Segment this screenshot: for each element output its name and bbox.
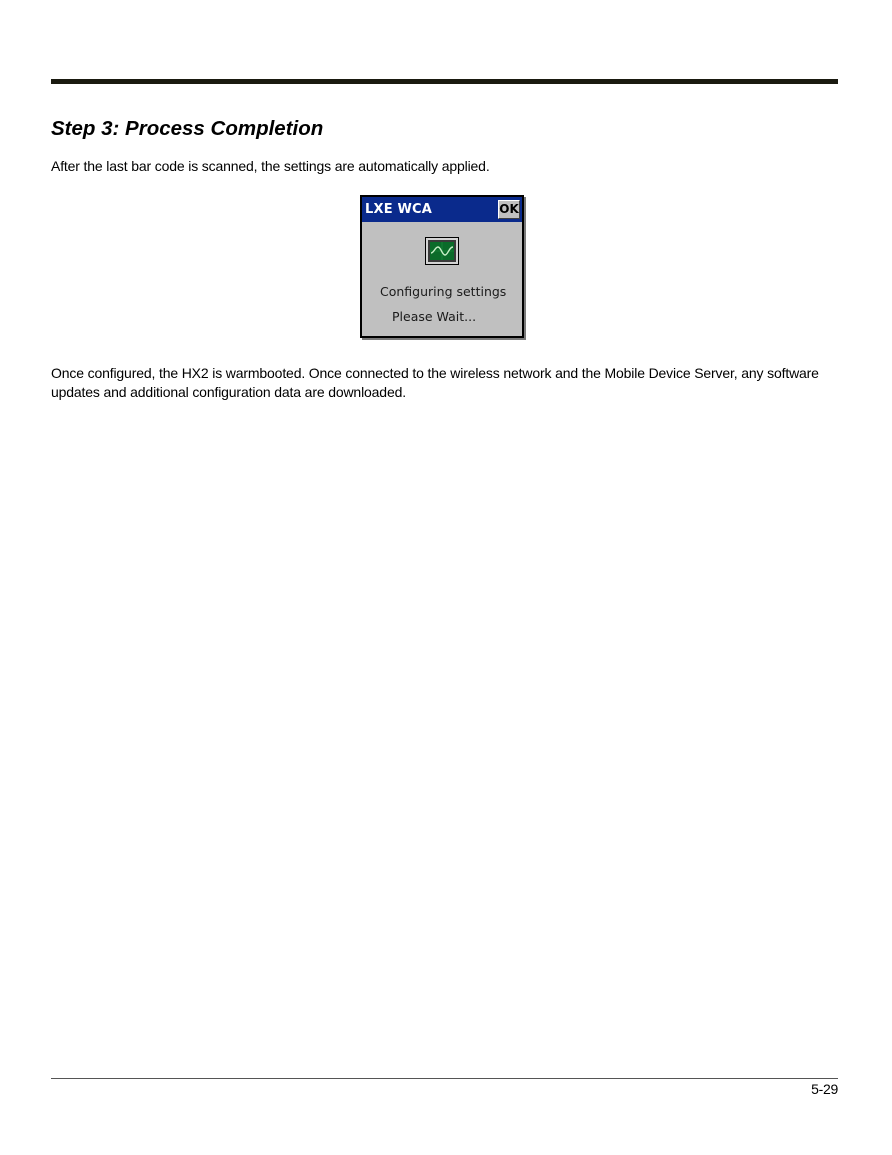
ok-button[interactable]: OK <box>498 200 520 219</box>
intro-paragraph: After the last bar code is scanned, the settings are automatically applied. <box>51 158 490 174</box>
bottom-rule <box>51 1078 838 1079</box>
page-heading: Step 3: Process Completion <box>51 117 324 140</box>
top-rule <box>51 79 838 84</box>
monitor-waveform-icon <box>425 237 459 265</box>
configuring-dialog-screenshot <box>360 195 524 338</box>
dialog-message-line-2: Please Wait... <box>392 309 477 324</box>
dialog-title: LXE WCA <box>365 202 433 217</box>
followup-paragraph: Once configured, the HX2 is warmbooted. Once connected to the wireless network and the Mobile Device Server, any software updates and additional configuration data are downloaded. <box>51 365 819 400</box>
dialog-titlebar <box>362 197 522 222</box>
page-number: 5-29 <box>811 1081 838 1097</box>
dialog-message-line-1: Configuring settings <box>380 284 507 299</box>
